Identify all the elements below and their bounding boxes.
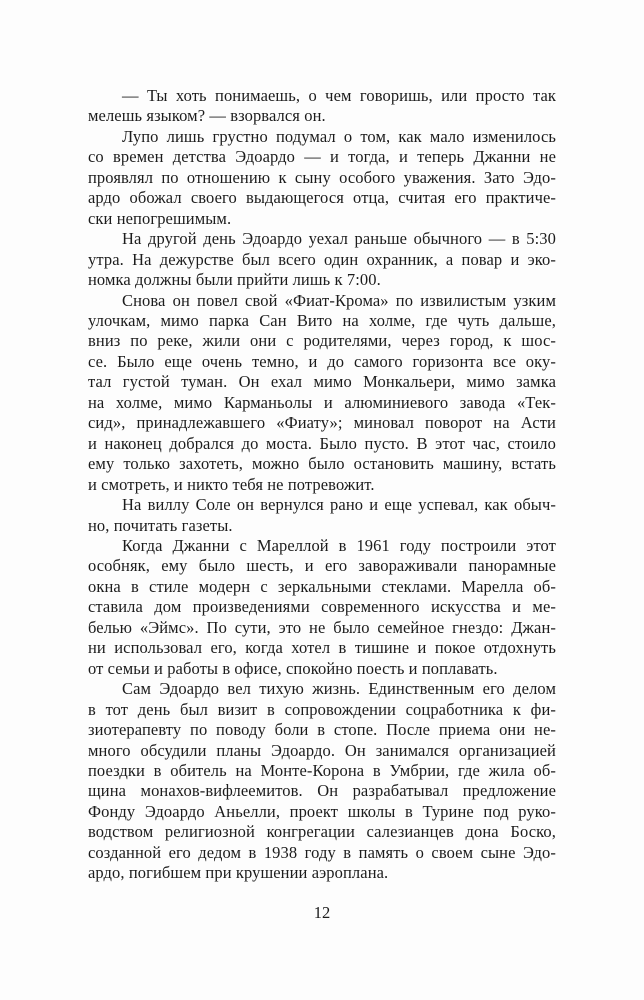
text-line: утра. На дежурстве был всего один охранник, а повар и эко- xyxy=(88,249,556,269)
text-line: щина монахов-вифлеемитов. Он разрабатывал предложение xyxy=(88,781,556,801)
text-line: зиотерапевту по поводу боли в стопе. После приема они не- xyxy=(88,720,556,740)
page-text xyxy=(88,86,556,884)
text-line: На виллу Соле он вернулся рано и еще успевал, как обыч- xyxy=(122,495,556,515)
text-line: ставила дом произведениями современного искусства и ме- xyxy=(88,597,556,617)
text-line: проявлял по отношению к сыну особого уважения. Зато Эдо- xyxy=(88,167,556,187)
text-line: в тот день был визит в сопровождении соцработника к фи- xyxy=(88,699,556,719)
text-line: окна в стиле модерн с зеркальными стеклами. Марелла об- xyxy=(88,576,556,596)
text-line: созданной его дедом в 1938 году в память о своем сыне Эдо- xyxy=(88,842,556,862)
text-line: от семьи и работы в офисе, спокойно поесть и поплавать. xyxy=(88,658,498,678)
page-number: 12 xyxy=(313,903,331,922)
text-line: мелешь языком? — взорвался он. xyxy=(88,106,326,126)
text-line: белью «Эймс». По сути, это не было семейное гнездо: Джан- xyxy=(88,617,556,637)
text-line: — Ты хоть понимаешь, о чем говоришь, или просто так xyxy=(122,86,556,105)
text-line: ардо, погибшем при крушении аэроплана. xyxy=(88,863,389,883)
text-line: и наконец добрался до моста. Было пусто. В этот час, стоило xyxy=(88,433,556,453)
text-line: ардо обожал своего выдающегося отца, считая его практиче- xyxy=(88,188,556,208)
text-line: Когда Джанни с Мареллой в 1961 году построили этот xyxy=(122,535,556,555)
text-line: водством религиозной конгрегации салезианцев дона Боско, xyxy=(88,822,556,842)
text-line: вниз по реке, жили они с родителями, через город, к шос- xyxy=(88,331,556,351)
text-line: поездки в обитель на Монте-Корона в Умбрии, где жила об- xyxy=(88,760,556,780)
text-line: Снова он повел свой «Фиат-Крома» по извилистым узким xyxy=(122,290,556,310)
text-line: се. Было еще очень темно, и до самого горизонта все оку- xyxy=(88,351,556,371)
text-line: много обсудили планы Эдоардо. Он занимался организацией xyxy=(88,740,556,760)
text-line: ни использовал его, когда хотел в тишине и покое отдохнуть xyxy=(88,638,556,658)
text-line: Сам Эдоардо вел тихую жизнь. Единственным его делом xyxy=(122,679,556,699)
text-line: на холме, мимо Карманьолы и алюминиевого завода «Тек- xyxy=(88,392,556,412)
text-line: улочкам, мимо парка Сан Вито на холме, где чуть дальше, xyxy=(88,310,556,330)
text-line: тал густой туман. Он ехал мимо Монкальери, мимо замка xyxy=(88,372,556,392)
text-line: номка должны были прийти лишь к 7:00. xyxy=(88,270,381,290)
text-line: сид», принадлежавшего «Фиату»; миновал поворот на Асти xyxy=(88,413,556,433)
text-line: Фонду Эдоардо Аньелли, проект школы в Турине под руко- xyxy=(88,801,556,821)
text-line: и смотреть, и никто тебя не потревожит. xyxy=(88,474,375,494)
text-line: со времен детства Эдоардо — и тогда, и теперь Джанни не xyxy=(88,147,556,167)
text-line: ему только захотеть, можно было остановить машину, встать xyxy=(88,454,556,474)
text-line: ски непогрешимым. xyxy=(88,208,232,228)
text-line: На другой день Эдоардо уехал раньше обычного — в 5:30 xyxy=(122,229,556,249)
text-line: Лупо лишь грустно подумал о том, как мало изменилось xyxy=(122,126,556,146)
text-line: но, почитать газеты. xyxy=(88,515,233,535)
text-line: особняк, ему было шесть, и его завораживали панорамные xyxy=(88,556,556,576)
